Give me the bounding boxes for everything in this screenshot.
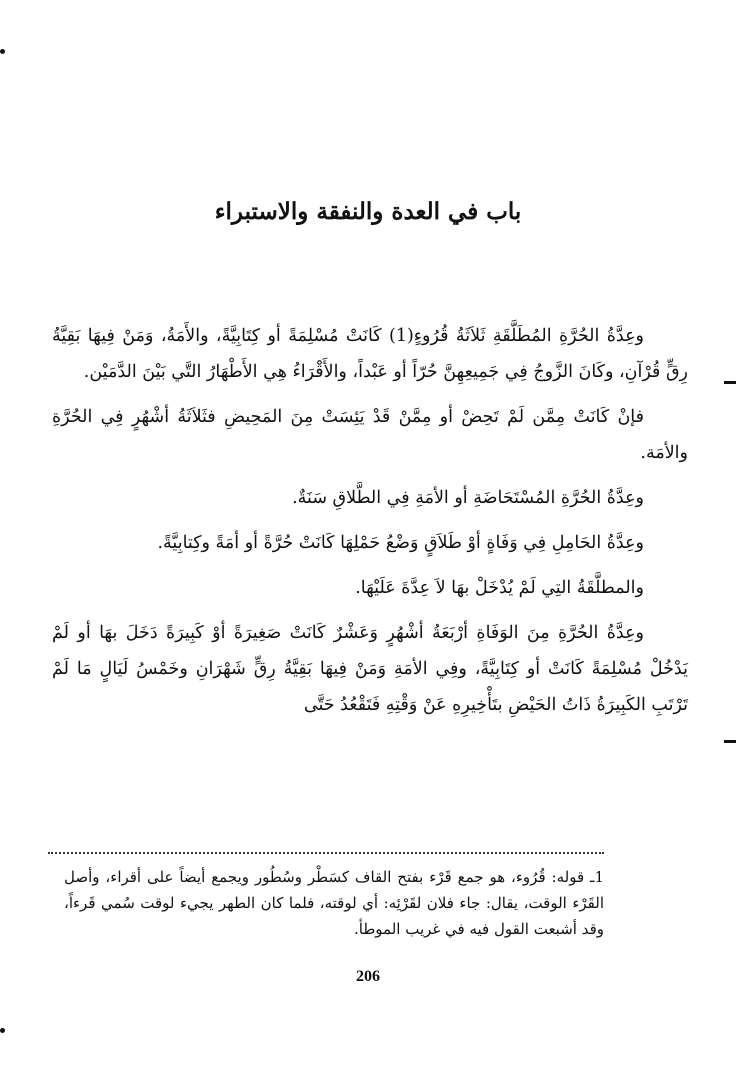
scan-mark-bar (724, 740, 736, 743)
paragraph: وعِدَّةُ الحُرَّةِ المُسْتَحَاضَةِ أو الأمَةِ فِي الطَّلاقِ سَنَةٌ. (292, 488, 644, 508)
paragraph: وعِدَّةُ الحُرَّةِ مِنَ الوَفَاةِ أرْبَعَةُ أشْهُرٍ وَعَشْرٌ كَانَتْ صَغِيرَةً أوْ كَبِيرَةً دَخَلَ بهَا أو لَمْ يَدْخُلْ مُسْلِمَةً كَانَتْ أو كِتَابِيَّةً، وفِي الأمَةِ وَمَنْ فِيهَا بَقِيَّةُ رِقٍّ شَهْرَانِ وخَمْسُ لَيَالٍ مَا لَمْ تَرْتَبِ الكَبِيرَةُ ذَاتُ الحَيْضِ بتَأْخِيرِهِ عَنْ وَقْتِهِ فَتَقْعُدُ حَتَّى (52, 623, 688, 715)
scan-mark-dot (0, 49, 5, 54)
paragraph: وعِدَّةُ الحَامِلِ فِي وَفَاةٍ أوْ طَلاَقٍ وَضْعُ حَمْلِهَا كَانَتْ حُرَّةً أو أمَةً وكِتابِيَّةً. (157, 533, 644, 553)
paragraph: والمطلَّقَةُ التِي لَمْ يُدْخَلْ بهَا لاَ عِدَّةَ عَلَيْهَا. (355, 578, 644, 598)
main-text (52, 318, 688, 732)
footnote: 1ـ قوله: قُرُوء، هو جمع قَرْء بفتح القاف كسَطْر وسُطُور ويجمع أيضاً على أقراء، وأصل القَرْء الوقت، يقال: جاء فلان لقَرْئِه: أي لوقته، فلما كان الطهر يجيء لوقت سُمي قَرءاً، وقد أشبعت القول فيه في غريب الموطأ. (64, 868, 604, 938)
footnotes (64, 864, 604, 942)
paragraph: فإنْ كَانَتْ مِمَّن لَمْ تَحِضْ أو مِمَّنْ قَدْ يَئِسَتْ مِنَ المَحِيضِ فثَلاَثَةُ أشْهُرٍ فِي الحُرَّةِ والأمَة. (52, 407, 688, 463)
chapter-title: باب في العدة والنفقة والاستبراء (214, 198, 522, 225)
footnote-divider (48, 852, 604, 854)
page-number: 206 (356, 968, 380, 985)
scan-mark-dot (0, 1028, 5, 1033)
scan-mark-bar (724, 381, 736, 384)
paragraph: وعِدَّةُ الحُرَّةِ المُطَلَّقَةِ ثَلاَثَةُ قُرُوءٍ(1) كَانَتْ مُسْلِمَةً أو كِتَابِيَّةً، والأَمَةُ، وَمَنْ فِيهَا بَقِيَّةُ رِقٍّ قُرْآنِ، وكَانَ الزَّوجُ فِي جَمِيعِهِنَّ حُرّاً أو عَبْداً، والأَقْرَاءُ هِي الأَطْهَارُ التَّي بَيْنَ الدَّمَيْن. (52, 326, 688, 382)
